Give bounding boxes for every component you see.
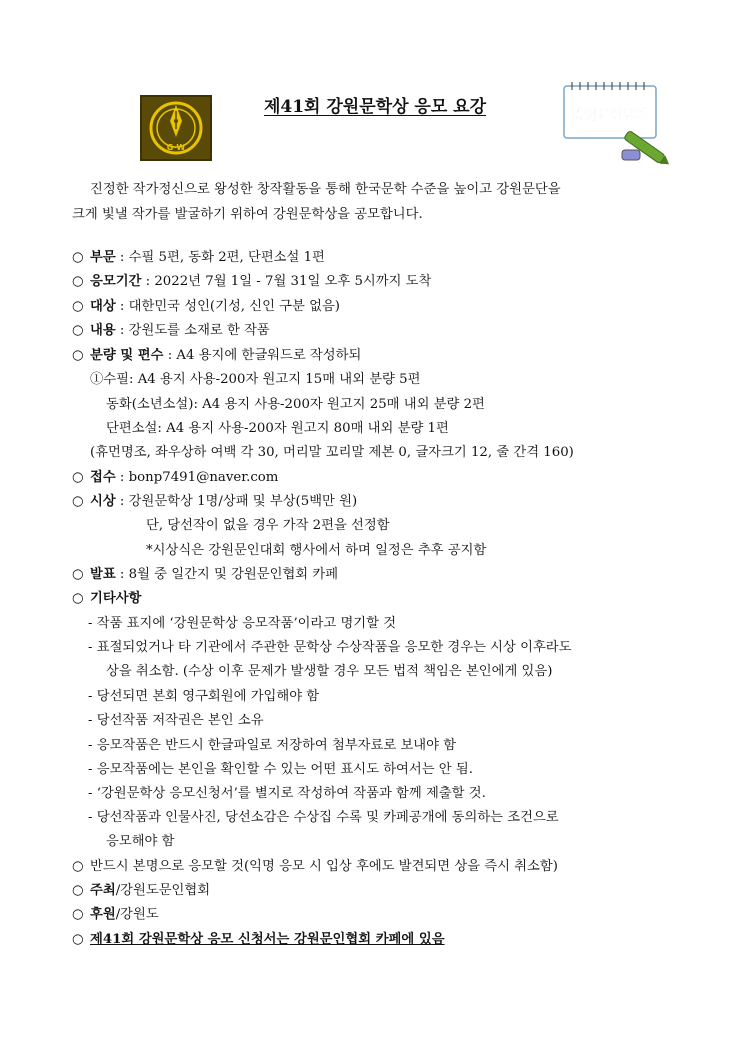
other-note-2-cont: 상을 취소함. (수상 이후 문제가 발생할 경우 모든 법적 책임은 본인에게 있음) — [106, 664, 553, 679]
other-note-8: - 당선작품과 인물사진, 당선소감은 수상집 수록 및 카페공개에 동의하는 조건으로 — [88, 810, 559, 825]
association-logo — [560, 80, 672, 170]
item-value: : 대한민국 성인(기성, 신인 구분 없음) — [115, 299, 340, 314]
logo-text: G·W — [166, 143, 186, 152]
item-form — [72, 928, 445, 947]
item-host — [72, 879, 210, 898]
item-label: 기타사항 — [90, 591, 142, 606]
item-value: /강원도문인협회 — [115, 883, 211, 898]
volume-essay: ①수필: A4 용지 사용-200자 원고지 15매 내외 분량 5편 — [90, 372, 421, 387]
item-period — [72, 270, 431, 289]
item-label: 후원 — [90, 907, 116, 922]
page-title: 제41회 강원문학상 응모 요강 — [263, 97, 487, 117]
circle-bullet-icon: ○ — [72, 274, 84, 289]
intro-line-1: 진정한 작가정신으로 왕성한 창작활동을 통해 한국문학 수준을 높이고 강원문단을 — [90, 182, 561, 197]
logo-right-text: 강원문인협회 — [572, 108, 648, 123]
intro-line-2: 크게 빛낼 작가를 발굴하기 위하여 강원문학상을 공모합니다. — [72, 207, 423, 222]
item-realname — [72, 855, 558, 874]
volume-children: 동화(소년소설): A4 용지 사용-200자 원고지 25매 내외 분량 2편 — [106, 397, 485, 412]
item-label: 부문 — [90, 250, 116, 265]
circle-bullet-icon: ○ — [72, 299, 84, 314]
item-value: : A4 용지에 한글워드로 작성하되 — [163, 348, 362, 363]
item-content — [72, 319, 270, 338]
notepad-crayon-icon — [560, 80, 672, 170]
item-value: : 수필 5편, 동화 2편, 단편소설 1편 — [115, 250, 325, 265]
circle-bullet-icon: ○ — [72, 494, 84, 509]
item-label: 내용 — [90, 323, 116, 338]
item-volume — [72, 344, 361, 363]
other-note-8-cont: 응모해야 함 — [106, 834, 175, 849]
volume-short-story: 단편소설: A4 용지 사용-200자 원고지 80매 내외 분량 1편 — [106, 421, 449, 436]
item-target — [72, 295, 340, 314]
item-value: : 2022년 7월 1일 - 7월 31일 오후 5시까지 도착 — [141, 274, 432, 289]
item-value: 반드시 본명으로 응모할 것(익명 응모 시 입상 후에도 발견되면 상을 즉시 취소함) — [90, 859, 558, 874]
other-note-1: - 작품 표지에 ‘강원문학상 응모작품’이라고 명기할 것 — [88, 616, 397, 631]
circle-bullet-icon: ○ — [72, 859, 84, 874]
circle-bullet-icon: ○ — [72, 470, 84, 485]
item-award — [72, 490, 357, 509]
circle-bullet-icon: ○ — [72, 591, 84, 606]
item-label: 발표 — [90, 567, 116, 582]
item-label: 시상 — [90, 494, 116, 509]
circle-bullet-icon: ○ — [72, 932, 84, 947]
item-other — [72, 587, 141, 606]
item-label: 응모기간 — [90, 274, 142, 289]
award-note-2: *시상식은 강원문인대회 행사에서 하며 일정은 추후 공지함 — [146, 543, 487, 558]
item-value-email: : bonp7491@naver.com — [115, 470, 279, 485]
item-label: 접수 — [90, 470, 116, 485]
other-note-6: - 응모작품에는 본인을 확인할 수 있는 어떤 표시도 하여서는 안 됨. — [88, 762, 473, 777]
award-note-1: 단, 당선작이 없을 경우 가작 2편을 선정함 — [146, 518, 390, 533]
item-announce — [72, 563, 338, 582]
circle-bullet-icon: ○ — [72, 907, 84, 922]
other-note-3: - 당선되면 본회 영구회원에 가입해야 함 — [88, 689, 320, 704]
item-category — [72, 246, 325, 265]
circle-bullet-icon: ○ — [72, 250, 84, 265]
item-label: 분량 및 편수 — [90, 348, 164, 363]
circle-bullet-icon: ○ — [72, 348, 84, 363]
item-value-form: 제41회 강원문학상 응모 신청서는 강원문인협회 카페에 있음 — [90, 932, 445, 947]
other-note-5: - 응모작품은 반드시 한글파일로 저장하여 첨부자료로 보내야 함 — [88, 738, 457, 753]
other-note-2: - 표절되었거나 타 기관에서 주관한 문학상 수상작품을 응모한 경우는 시상 이후라도 — [88, 640, 572, 655]
item-value: : 8월 중 일간지 및 강원문인협회 카페 — [115, 567, 339, 582]
item-label: 주최 — [90, 883, 116, 898]
circle-bullet-icon: ○ — [72, 567, 84, 582]
item-sponsor — [72, 903, 159, 922]
item-submit — [72, 466, 278, 485]
other-note-4: - 당선작품 저작권은 본인 소유 — [88, 713, 264, 728]
circle-bullet-icon: ○ — [72, 323, 84, 338]
other-note-7: - ‘강원문학상 응모신청서’를 별지로 작성하여 작품과 함께 제출할 것. — [88, 786, 486, 801]
item-value: : 강원문학상 1명/상패 및 부상(5백만 원) — [115, 494, 358, 509]
circle-bullet-icon: ○ — [72, 883, 84, 898]
item-value: /강원도 — [115, 907, 159, 922]
item-value: : 강원도를 소재로 한 작품 — [115, 323, 270, 338]
item-label: 대상 — [90, 299, 116, 314]
volume-format: (휴먼명조, 좌우상하 여백 각 30, 머리말 꼬리말 제본 0, 글자크기 12, 줄 간격 160) — [90, 445, 574, 460]
